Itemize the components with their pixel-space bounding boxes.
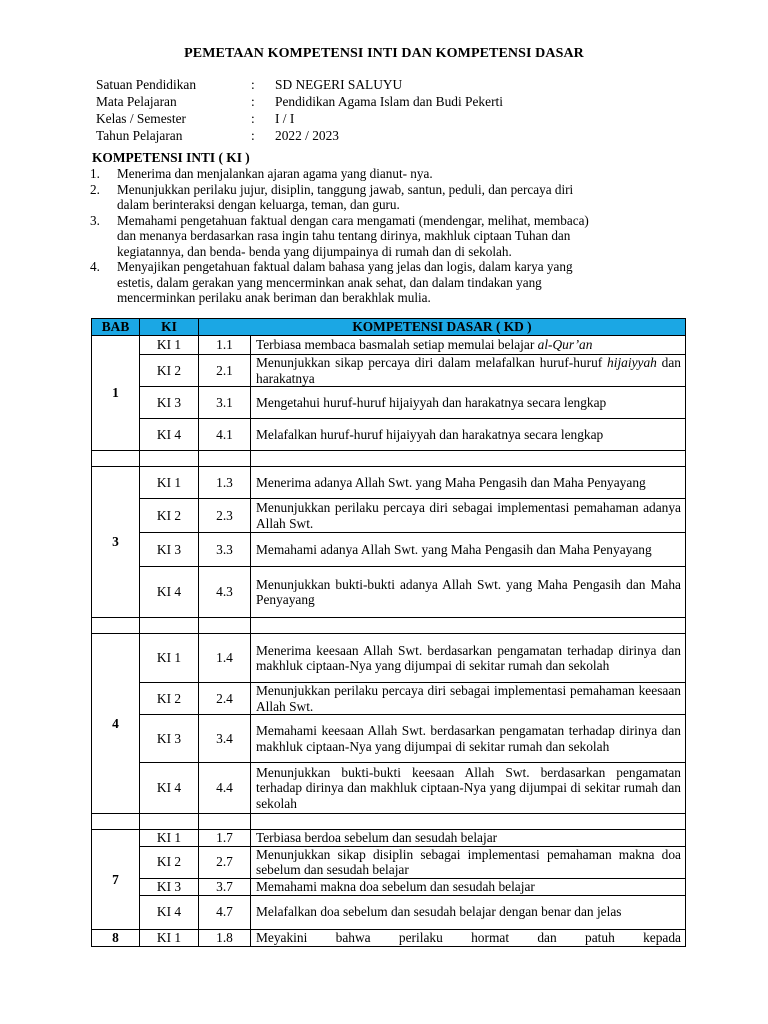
ki-cell: KI 4: [140, 567, 199, 618]
info-colon: :: [251, 111, 255, 126]
kd-number-cell: 2.1: [199, 355, 251, 387]
ki-cell: KI 1: [140, 336, 199, 355]
kd-text-italic: al-Qur’an: [537, 337, 593, 353]
ki-cell: KI 2: [140, 846, 199, 878]
ki-item: [90, 213, 690, 260]
ki-cell: KI 3: [140, 387, 199, 419]
ki-cell: KI 4: [140, 895, 199, 929]
ki-list: [90, 166, 690, 306]
table-row: [92, 336, 686, 355]
bab-cell: 1: [92, 336, 140, 451]
kd-table: [91, 318, 686, 947]
table-row: [92, 929, 686, 946]
info-row-satuan: [96, 76, 503, 93]
kd-table-header: [92, 319, 686, 336]
ki-number: 1.: [90, 166, 100, 181]
bab-cell: 7: [92, 830, 140, 930]
info-label: Satuan Pendidikan: [96, 77, 197, 92]
kd-number-cell: 1.8: [199, 929, 251, 946]
kd-number-cell: 3.4: [199, 715, 251, 763]
ki-item: [90, 166, 690, 182]
kd-number-cell: 2.7: [199, 846, 251, 878]
spacer-row: [92, 618, 686, 634]
ki-line: dalam berinteraksi dengan keluarga, teman, dan guru.: [117, 197, 400, 212]
ki-cell: KI 2: [140, 355, 199, 387]
kd-text-cell: Menunjukkan sikap disiplin sebagai implementasi pemahaman makna doa sebelum dan sesudah belajar: [251, 846, 686, 878]
table-row: [92, 355, 686, 387]
kd-text-cell: Memahami makna doa sebelum dan sesudah belajar: [251, 878, 686, 895]
ki-number: 2.: [90, 181, 100, 197]
info-value: Pendidikan Agama Islam dan Budi Pekerti: [275, 94, 503, 109]
info-row-tahun: [96, 127, 503, 144]
kd-number-cell: 3.3: [199, 533, 251, 567]
ki-line: mencerminkan perilaku anak beriman dan berakhlak mulia.: [117, 290, 431, 305]
kd-text-cell: Melafalkan doa sebelum dan sesudah belajar dengan benar dan jelas: [251, 895, 686, 929]
kd-text: Terbiasa membaca basmalah setiap memulai belajar: [256, 337, 538, 353]
table-row: [92, 715, 686, 763]
ki-line: Memahami pengetahuan faktual dengan cara mengamati (mendengar, melihat, membaca): [117, 212, 589, 228]
kd-number-cell: 4.3: [199, 567, 251, 618]
ki-text: [117, 166, 690, 182]
kd-number-cell: 2.3: [199, 499, 251, 533]
ki-line: Menunjukkan perilaku jujur, disiplin, tanggung jawab, santun, peduli, dan percaya diri: [117, 181, 574, 197]
kd-text-cell: Memahami keesaan Allah Swt. berdasarkan pengamatan terhadap dirinya dan makhluk ciptaan-Nya yang dijumpai di sekitar rumah dan sekolah: [251, 715, 686, 763]
ki-line: Menerima dan menjalankan ajaran agama yang dianut- nya.: [117, 166, 433, 181]
kd-text-cell: Menunjukkan perilaku percaya diri sebagai implementasi pemahaman adanya Allah Swt.: [251, 499, 686, 533]
ki-cell: KI 4: [140, 763, 199, 814]
ki-item: [90, 182, 690, 213]
info-colon: :: [251, 77, 255, 92]
info-row-kelas: [96, 110, 503, 127]
table-row: [92, 419, 686, 451]
table-row: [92, 499, 686, 533]
kd-number-cell: 3.7: [199, 878, 251, 895]
ki-cell: KI 3: [140, 533, 199, 567]
kd-text-cell: [251, 355, 686, 387]
info-label: Mata Pelajaran: [96, 94, 177, 109]
bab-cell: 3: [92, 467, 140, 618]
kd-number-cell: 3.1: [199, 387, 251, 419]
ki-number: 3.: [90, 212, 100, 228]
header-ki: KI: [140, 319, 199, 336]
spacer-row: [92, 451, 686, 467]
ki-heading: KOMPETENSI INTI ( KI ): [92, 150, 250, 165]
ki-text: [117, 182, 690, 213]
ki-number: 4.: [90, 259, 100, 274]
kd-text-cell: Meyakini bahwa perilaku hormat dan patuh kepada: [251, 929, 686, 946]
kd-number-cell: 1.7: [199, 830, 251, 847]
ki-cell: KI 2: [140, 499, 199, 533]
ki-cell: KI 1: [140, 634, 199, 683]
kd-number-cell: 2.4: [199, 683, 251, 715]
table-row: [92, 895, 686, 929]
table-row: [92, 683, 686, 715]
info-value: I / I: [275, 111, 295, 126]
kd-text-cell: Menerima adanya Allah Swt. yang Maha Pengasih dan Maha Penyayang: [251, 467, 686, 499]
ki-cell: KI 1: [140, 929, 199, 946]
info-value: SD NEGERI SALUYU: [275, 77, 403, 92]
kd-text-after: dan harakatnya: [256, 355, 681, 386]
kd-number-cell: 4.7: [199, 895, 251, 929]
ki-cell: KI 3: [140, 878, 199, 895]
info-colon: :: [251, 128, 255, 143]
info-colon: :: [251, 94, 255, 109]
kd-text-cell: Melafalkan huruf-huruf hijaiyyah dan harakatnya secara lengkap: [251, 419, 686, 451]
kd-number-cell: 1.4: [199, 634, 251, 683]
kd-text-cell: Menunjukkan bukti-bukti adanya Allah Swt. yang Maha Pengasih dan Maha Penyayang: [251, 567, 686, 618]
document-title: PEMETAAN KOMPETENSI INTI DAN KOMPETENSI DASAR: [184, 46, 584, 61]
kd-text-cell: [251, 336, 686, 355]
ki-text: [117, 259, 690, 306]
kd-text-cell: Memahami adanya Allah Swt. yang Maha Pengasih dan Maha Penyayang: [251, 533, 686, 567]
header-bab: BAB: [92, 319, 140, 336]
spacer-row: [92, 814, 686, 830]
kd-text-cell: Menunjukkan perilaku percaya diri sebagai implementasi pemahaman keesaan Allah Swt.: [251, 683, 686, 715]
bab-cell: 4: [92, 634, 140, 814]
kd-text-cell: Terbiasa berdoa sebelum dan sesudah belajar: [251, 830, 686, 847]
table-row: [92, 878, 686, 895]
ki-line: Menyajikan pengetahuan faktual dalam bahasa yang jelas dan logis, dalam karya yang: [117, 259, 573, 274]
ki-cell: KI 4: [140, 419, 199, 451]
ki-line: dan menanya berdasarkan rasa ingin tahu tentang dirinya, makhluk ciptaan Tuhan dan: [117, 228, 571, 243]
ki-item: [90, 259, 690, 306]
table-row: [92, 533, 686, 567]
kd-text: Menunjukkan sikap percaya diri dalam melafalkan huruf-huruf: [256, 355, 608, 370]
bab-cell: 8: [92, 929, 140, 946]
ki-text: [117, 213, 690, 260]
header-kd: KOMPETENSI DASAR ( KD ): [199, 319, 686, 336]
kd-number-cell: 4.1: [199, 419, 251, 451]
table-row: [92, 634, 686, 683]
table-row: [92, 846, 686, 878]
kd-text-italic: hijaiyyah: [607, 355, 657, 370]
identity-block: [96, 76, 503, 144]
ki-cell: KI 1: [140, 467, 199, 499]
ki-line: kegiatannya, dan benda- benda yang dijumpainya di rumah dan di sekolah.: [117, 243, 512, 259]
ki-cell: KI 2: [140, 683, 199, 715]
kd-number-cell: 4.4: [199, 763, 251, 814]
kd-text-cell: Mengetahui huruf-huruf hijaiyyah dan harakatnya secara lengkap: [251, 387, 686, 419]
kd-text-cell: Menerima keesaan Allah Swt. berdasarkan pengamatan terhadap dirinya dan makhluk ciptaan-Nya yang dijumpai di sekitar rumah dan sekolah: [251, 634, 686, 683]
kd-number-cell: 1.3: [199, 467, 251, 499]
table-row: [92, 387, 686, 419]
table-row: [92, 763, 686, 814]
table-row: [92, 467, 686, 499]
ki-cell: KI 3: [140, 715, 199, 763]
info-row-mapel: [96, 93, 503, 110]
info-label: Kelas / Semester: [96, 111, 186, 126]
info-label: Tahun Pelajaran: [96, 128, 183, 143]
kd-number-cell: 1.1: [199, 336, 251, 355]
ki-cell: KI 1: [140, 830, 199, 847]
table-row: [92, 567, 686, 618]
info-value: 2022 / 2023: [275, 128, 339, 143]
ki-line: estetis, dalam gerakan yang mencerminkan anak sehat, dan dalam tindakan yang: [117, 274, 542, 290]
table-row: [92, 830, 686, 847]
kd-text-cell: Menunjukkan bukti-bukti keesaan Allah Swt. berdasarkan pengamatan terhadap dirinya dan makhluk ciptaan-Nya yang dijumpai di sekitar rumah dan sekolah: [251, 763, 686, 814]
